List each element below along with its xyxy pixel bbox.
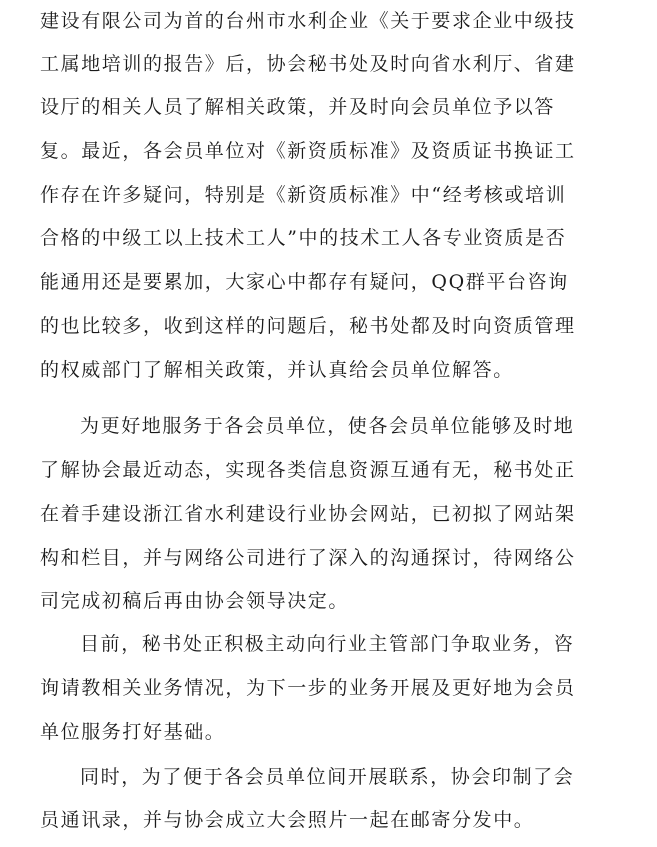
text-line: 了解协会最近动态，实现各类信息资源互通有无，秘书处正 [40, 459, 576, 481]
text-line: 单位服务打好基础。 [40, 721, 226, 743]
text-line: 司完成初稿后再由协会领导决定。 [40, 590, 350, 612]
text-line: 同时，为了便于各会员单位间开展联系，协会印制了会 [80, 766, 575, 788]
text-line: 询请教相关业务情况，为下一步的业务开展及更好地为会员 [40, 677, 576, 699]
text-line: 设厅的相关人员了解相关政策，并及时向会员单位予以答 [40, 96, 556, 118]
text-line: 合格的中级工以上技术工人”中的技术工人各专业资质是否 [40, 227, 567, 249]
text-line: 能通用还是要累加，大家心中都存有疑问，QQ群平台咨询 [40, 271, 569, 293]
text-line: 的权威部门了解相关政策，并认真给会员单位解答。 [40, 359, 514, 381]
text-line: 员通讯录，并与协会成立大会照片一起在邮寄分发中。 [40, 809, 535, 831]
text-line: 建设有限公司为首的台州市水利企业《关于要求企业中级技 [40, 10, 576, 32]
text-line: 的也比较多，收到这样的问题后，秘书处都及时向资质管理 [40, 315, 576, 337]
text-line: 为更好地服务于各会员单位，使各会员单位能够及时地 [80, 415, 575, 437]
text-line: 目前，秘书处正积极主动向行业主管部门争取业务，咨 [80, 633, 575, 655]
text-line: 工属地培训的报告》后，协会秘书处及时向省水利厅、省建 [40, 53, 576, 75]
text-line: 作存在许多疑问，特别是《新资质标准》中“经考核或培训 [40, 184, 567, 206]
text-line: 构和栏目，并与网络公司进行了深入的沟通探讨，待网络公 [40, 547, 576, 569]
text-line: 复。最近，各会员单位对《新资质标准》及资质证书换证工 [40, 140, 576, 162]
text-line: 在着手建设浙江省水利建设行业协会网站，已初拟了网站架 [40, 503, 576, 525]
